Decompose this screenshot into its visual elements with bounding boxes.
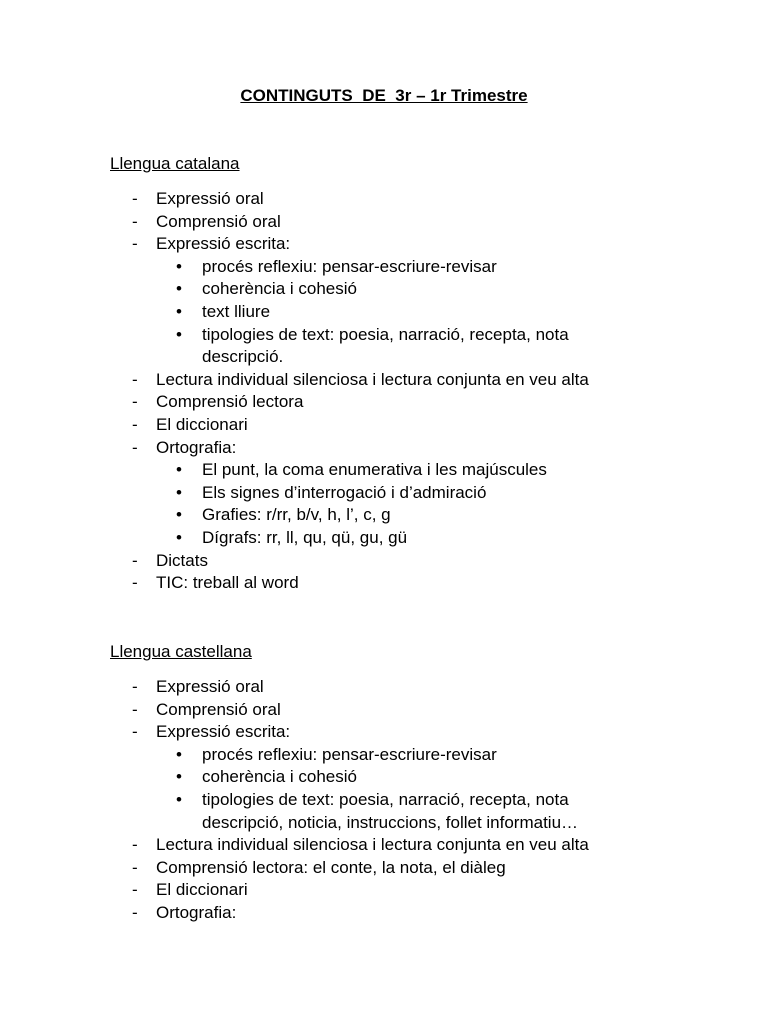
bullet-item <box>156 278 670 301</box>
list-item <box>110 188 670 211</box>
bullet-item <box>156 256 670 279</box>
bullet-marker: • <box>176 527 182 547</box>
bullet-item <box>156 482 670 505</box>
bullet-item-text: tipologies de text: poesia, narració, recepta, nota <box>202 324 569 344</box>
list-item-text: Lectura individual silenciosa i lectura conjunta en veu alta <box>156 835 589 855</box>
list-item-text: Comprensió lectora <box>156 392 304 412</box>
bullet-marker: • <box>176 789 182 809</box>
list-item-text: Expressió oral <box>156 189 264 208</box>
list-item <box>110 572 670 595</box>
bullet-marker: • <box>176 324 182 344</box>
bullet-item-text: coherència i cohesió <box>202 279 357 299</box>
dash-marker: - <box>132 234 138 254</box>
bullet-item-text: tipologies de text: poesia, narració, recepta, nota <box>202 789 569 809</box>
bullet-marker: • <box>176 301 182 321</box>
dash-marker: - <box>132 857 138 877</box>
bullet-marker: • <box>176 744 182 764</box>
bullet-item <box>156 324 670 369</box>
bullet-item-text: El punt, la coma enumerativa i les majúscules <box>202 460 547 480</box>
list-item <box>110 834 670 857</box>
list-item <box>110 721 670 834</box>
dash-marker: - <box>132 573 138 593</box>
bullet-marker: • <box>176 279 182 299</box>
bullet-item <box>156 766 670 789</box>
list-item <box>110 902 670 925</box>
list-item-text: Comprensió oral <box>156 699 281 719</box>
bullet-item <box>156 527 670 550</box>
list-item <box>110 857 670 880</box>
dash-marker: - <box>132 902 138 922</box>
list-item <box>110 550 670 573</box>
bullet-item-text: Dígrafs: rr, ll, qu, qü, gu, gü <box>202 527 408 547</box>
bullet-marker: • <box>176 482 182 502</box>
section-heading: Llengua castellana <box>110 642 252 661</box>
bullet-marker: • <box>176 460 182 480</box>
bullet-marker: • <box>176 767 182 787</box>
bullet-item-text: Els signes d’interrogació i d’admiració <box>202 482 487 502</box>
list-item-text: El diccionari <box>156 414 248 434</box>
bullet-item-text: Grafies: r/rr, b/v, h, l’, c, g <box>202 505 391 525</box>
list-item-text: Comprensió lectora: el conte, la nota, el diàleg <box>156 857 506 877</box>
list-item <box>110 211 670 234</box>
dash-marker: - <box>132 880 138 900</box>
dash-marker: - <box>132 722 138 742</box>
list-item <box>110 676 670 699</box>
bullet-list <box>156 256 670 369</box>
list-item <box>110 879 670 902</box>
dash-marker: - <box>132 369 138 389</box>
dash-marker: - <box>132 677 138 696</box>
bullet-item <box>156 744 670 767</box>
dash-marker: - <box>132 392 138 412</box>
bullet-list <box>156 744 670 834</box>
section-heading: Llengua catalana <box>110 154 240 173</box>
bullet-marker: • <box>176 256 182 276</box>
list-item-text: Comprensió oral <box>156 211 281 231</box>
list-item-text: TIC: treball al word <box>156 573 299 593</box>
list-item-text: El diccionari <box>156 880 248 900</box>
list-item <box>110 369 670 392</box>
list-item-text: Expressió escrita: <box>156 234 291 254</box>
section-llengua-castellana <box>110 641 670 925</box>
dash-marker: - <box>132 414 138 434</box>
dash-marker: - <box>132 189 138 208</box>
bullet-item <box>156 504 670 527</box>
bullet-item <box>156 789 670 834</box>
bullet-item-text: descripció, noticia, instruccions, follet informatiu… <box>202 812 579 832</box>
dash-list <box>110 676 670 925</box>
dash-marker: - <box>132 699 138 719</box>
dash-marker: - <box>132 550 138 570</box>
list-item <box>110 437 670 550</box>
bullet-list <box>156 459 670 549</box>
list-item-text: Ortografia: <box>156 437 237 457</box>
bullet-marker: • <box>176 505 182 525</box>
dash-marker: - <box>132 437 138 457</box>
section-llengua-catalana <box>110 153 670 595</box>
list-item <box>110 233 670 369</box>
dash-list <box>110 188 670 595</box>
list-item-text: Expressió escrita: <box>156 722 291 742</box>
dash-marker: - <box>132 835 138 855</box>
bullet-item-text: coherència i cohesió <box>202 767 357 787</box>
list-item-text: Expressió oral <box>156 677 264 696</box>
list-item <box>110 699 670 722</box>
list-item-text: Ortografia: <box>156 902 237 922</box>
list-item <box>110 391 670 414</box>
list-item-text: Dictats <box>156 550 208 570</box>
bullet-item-text: text lliure <box>202 301 271 321</box>
list-item <box>110 414 670 437</box>
bullet-item <box>156 301 670 324</box>
document-title: CONTINGUTS DE 3r – 1r Trimestre <box>240 86 528 105</box>
bullet-item <box>156 459 670 482</box>
bullet-item-text: descripció. <box>202 347 284 367</box>
dash-marker: - <box>132 211 138 231</box>
bullet-item-text: procés reflexiu: pensar-escriure-revisar <box>202 744 497 764</box>
list-item-text: Lectura individual silenciosa i lectura conjunta en veu alta <box>156 369 589 389</box>
bullet-item-text: procés reflexiu: pensar-escriure-revisar <box>202 256 497 276</box>
